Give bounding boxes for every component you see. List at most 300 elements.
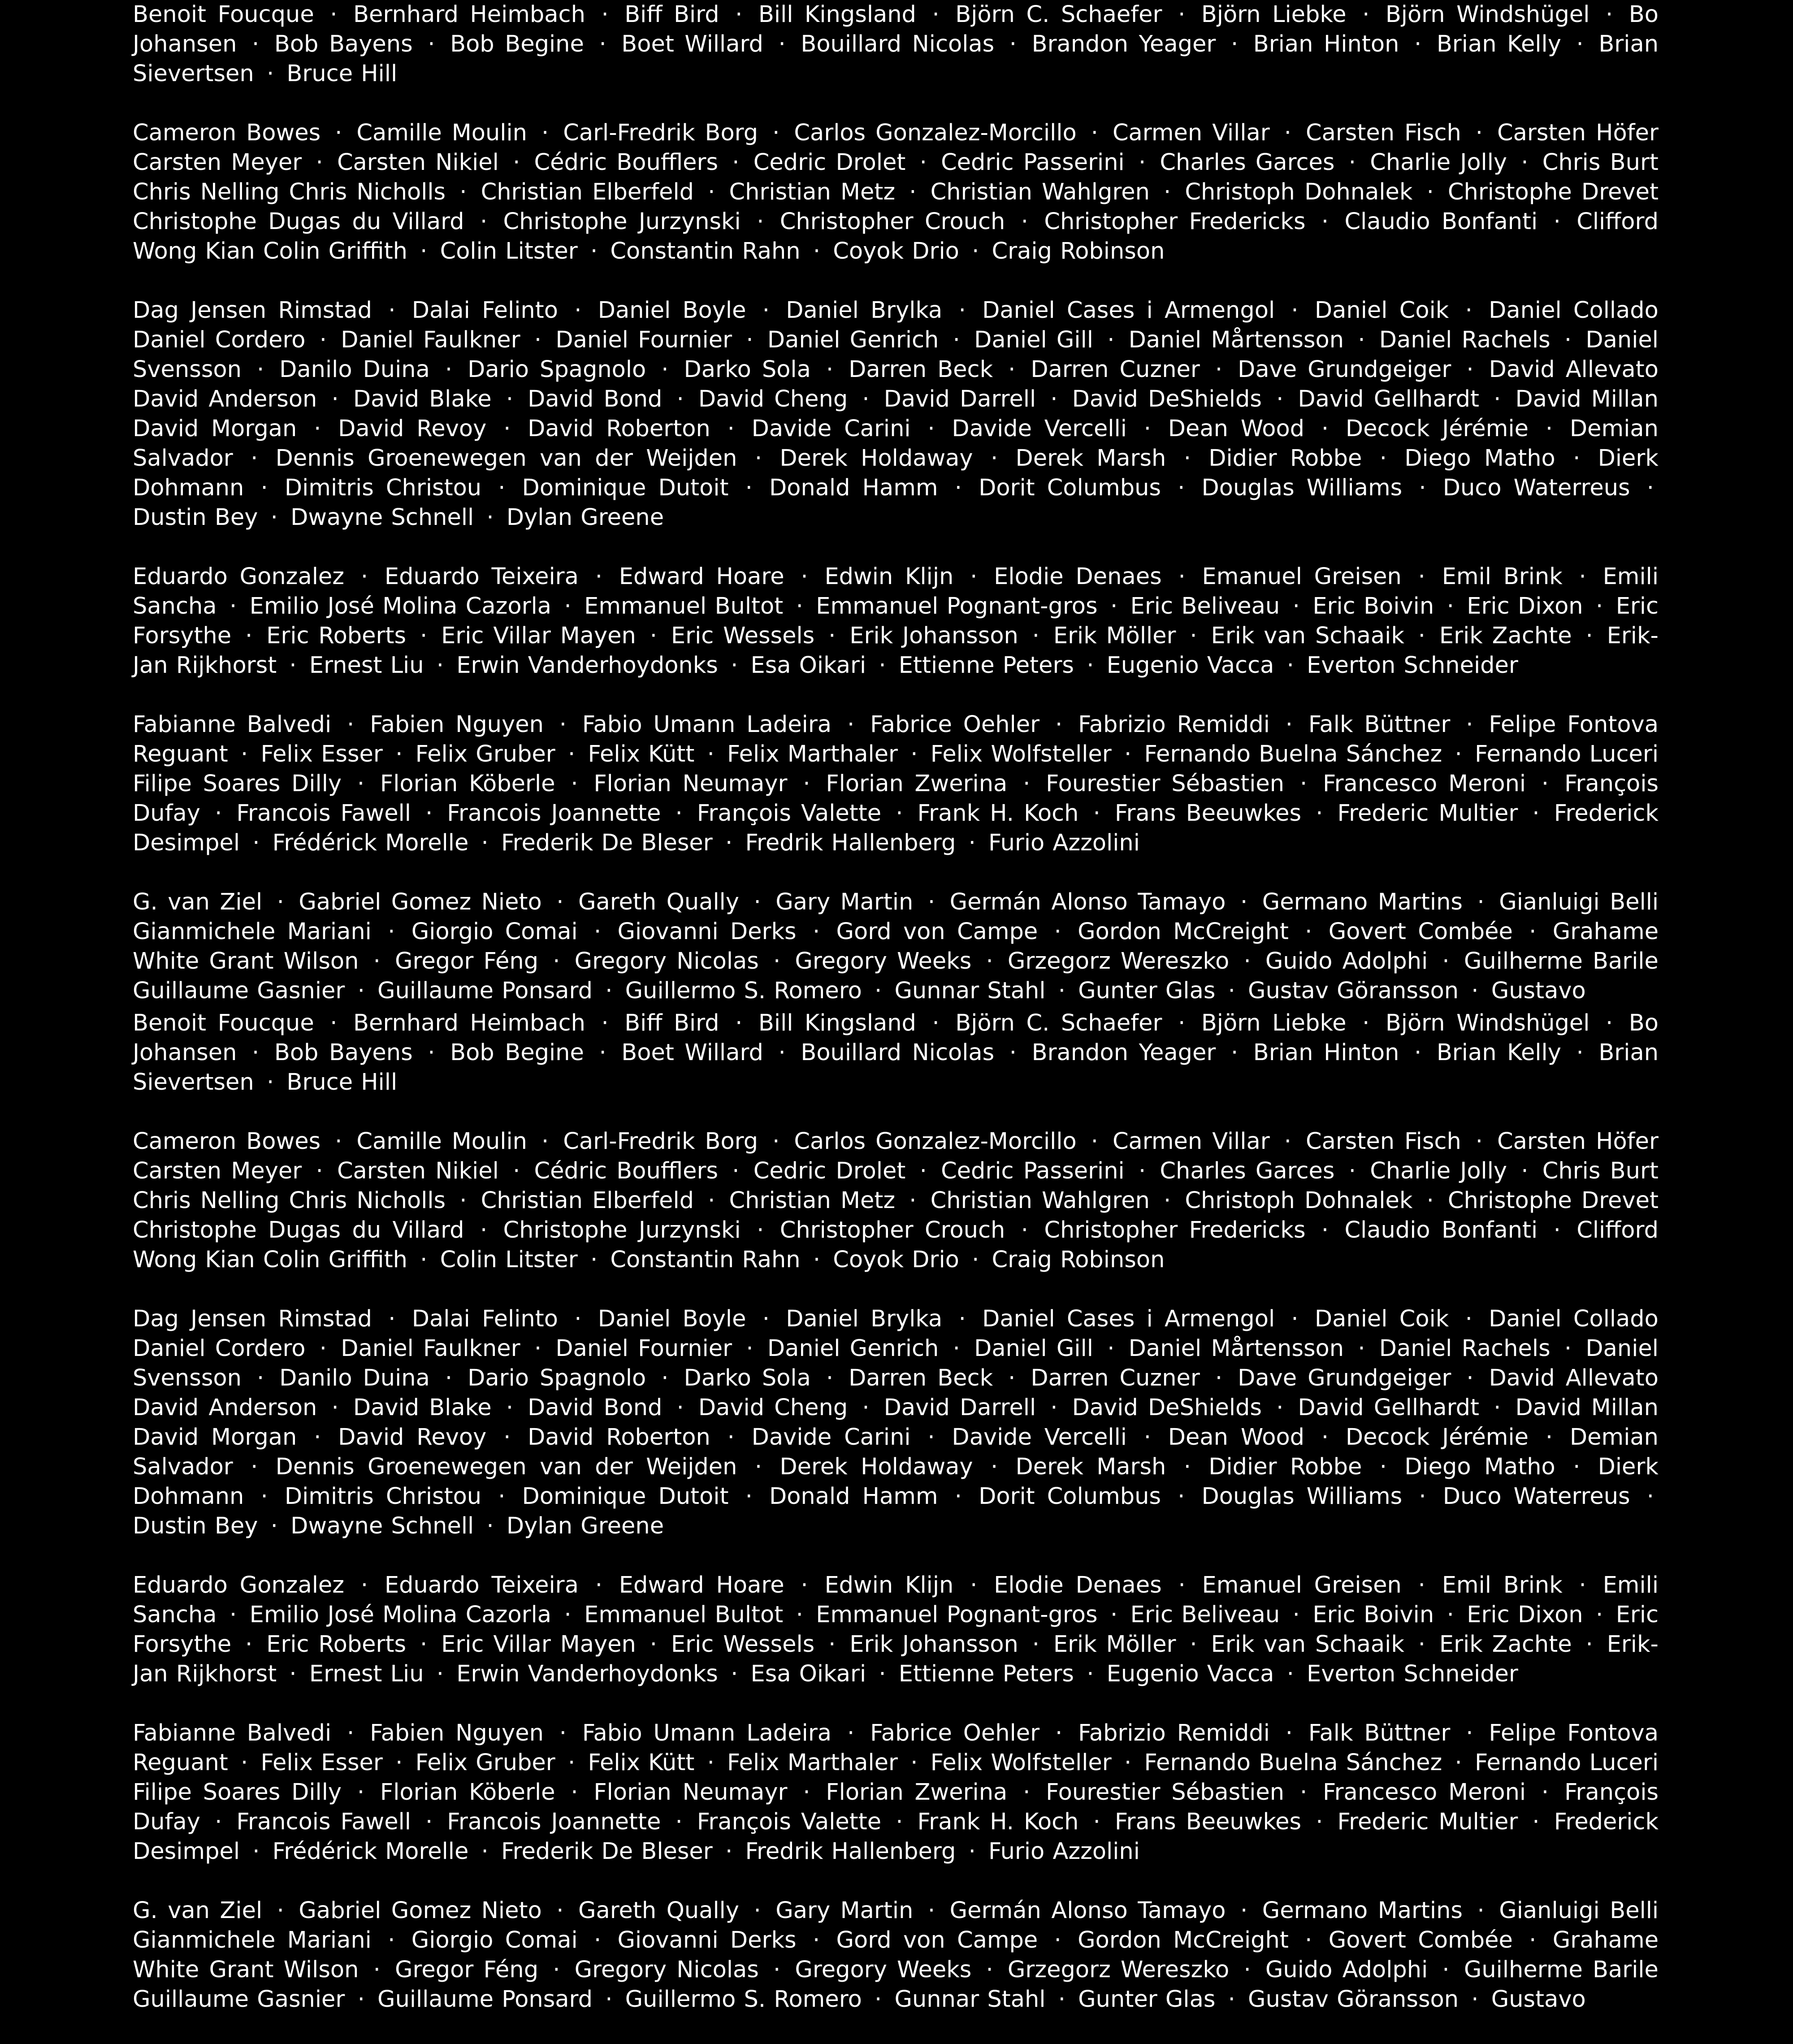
credit-name: Brian Hinton [1253,31,1399,57]
name-separator: · [1579,563,1586,590]
credit-name: Carsten Höfer Carsten Meyer [133,1128,1659,1184]
credit-name: Brian Kelly [1436,31,1561,57]
credit-name: Brian Hinton [1253,1039,1399,1066]
name-separator: · [875,1986,882,2013]
credit-name: Eric Villar Mayen [441,623,636,649]
name-separator: · [1532,800,1540,827]
name-separator: · [1093,800,1100,827]
name-separator: · [553,948,560,974]
credit-name: Douglas Williams [1201,475,1403,501]
credit-name: Florian Neumayr [593,771,788,797]
credit-name: Donald Hamm [769,475,938,501]
credit-name: Fernando Buelna Sánchez [1144,1750,1442,1776]
name-separator: · [1321,416,1329,442]
credit-name: Darren Cuzner [1031,356,1200,383]
credit-name: Darren Cuzner [1031,1365,1200,1391]
name-separator: · [252,1039,260,1066]
credit-name: Daniel Collado Daniel Cordero [133,297,1659,353]
credit-name: Charlie Jolly [1370,149,1507,176]
credit-name: Dylan Greene [506,1513,664,1539]
name-separator: · [420,1247,428,1273]
name-separator: · [1455,1750,1462,1776]
name-separator: · [1475,120,1483,146]
credit-name: Frederic Multier [1337,800,1518,827]
credit-name: Dwayne Schnell [290,1513,474,1539]
name-separator: · [708,1187,715,1214]
credit-name: Fabrice Oehler [870,711,1040,738]
credit-name: Eric Wessels [671,1631,815,1658]
name-separator: · [1292,593,1300,619]
credit-name: Fabianne Balvedi [133,1720,332,1746]
name-separator: · [1576,1039,1584,1066]
credit-name: Frans Beeuwkes [1114,1809,1302,1835]
name-separator: · [595,1572,602,1598]
credit-name: Eric Beliveau [1130,593,1280,619]
credit-name: Germano Martins [1262,889,1463,915]
name-separator: · [1494,1394,1501,1421]
name-separator: · [1054,918,1061,945]
name-separator: · [1215,1365,1223,1391]
credit-name: Germán Alonso Tamayo [949,1897,1226,1924]
credit-name: Didier Robbe [1208,1454,1362,1480]
credit-name: Christian Metz [729,179,896,205]
credit-name: Björn Windshügel [1385,1010,1590,1036]
name-separator: · [778,31,786,57]
credit-name: Demian Salvador [133,1424,1659,1480]
credit-name: Emmanuel Bultot [584,1602,784,1628]
name-separator: · [420,1631,428,1658]
credit-name: Gareth Qually [578,1897,739,1924]
name-separator: · [1521,149,1529,176]
name-separator: · [425,800,433,827]
name-separator: · [1008,356,1016,383]
name-separator: · [1426,179,1434,205]
name-separator: · [1321,1424,1329,1451]
name-separator: · [954,475,962,501]
credits-section-e [133,562,1659,680]
name-separator: · [1190,623,1197,649]
credit-name: Christophe Jurzynski [503,1217,741,1243]
credit-name: Daniel Gill [974,327,1093,353]
name-separator: · [1466,1365,1474,1391]
name-separator: · [812,918,820,945]
credit-name: Gregor Féng [395,948,539,974]
name-separator: · [1564,1335,1572,1362]
credit-name: Daniel Gill [974,1335,1093,1362]
credit-name: Björn Liebke [1201,1,1347,28]
credit-name: Diego Matho [1404,445,1555,472]
name-separator: · [762,297,770,324]
name-separator: · [425,1809,433,1835]
credit-name: Dean Wood [1168,416,1305,442]
name-separator: · [1379,1454,1387,1480]
name-separator: · [1321,1217,1329,1243]
name-separator: · [801,563,808,590]
name-separator: · [1284,120,1291,146]
credit-name: Christopher Crouch [780,208,1005,235]
name-separator: · [1585,1631,1593,1658]
name-separator: · [1646,1483,1654,1510]
name-separator: · [1477,889,1485,915]
credit-name: Daniel Fournier [555,327,732,353]
credit-name: Eduardo Teixeira [384,1572,579,1598]
credit-name: Felix Wolfsteller [930,741,1112,767]
name-separator: · [395,1750,403,1776]
credit-name: Edward Hoare [619,563,784,590]
name-separator: · [260,475,268,501]
credit-name: Didier Robbe [1208,445,1362,472]
credit-name: Giovanni Derks [617,1927,797,1953]
name-separator: · [481,830,489,856]
name-separator: · [335,120,342,146]
credit-name: Bob Begine [450,31,584,57]
credit-name: Carlos Gonzalez-Morcillo [794,1128,1077,1155]
name-separator: · [1455,741,1462,767]
name-separator: · [1541,771,1549,797]
name-separator: · [1573,445,1581,472]
name-separator: · [1021,1217,1028,1243]
credit-name: Christophe Drevet Christophe Dugas du Villard [133,179,1659,235]
credit-name: Cedric Passerini [941,1158,1125,1184]
credit-name: Bruce Hill [286,1069,398,1096]
credit-name: Daniel Coik [1314,1306,1449,1332]
credit-name: Fabien Nguyen [370,1720,544,1746]
name-separator: · [731,1661,738,1687]
credit-name: Gunnar Stahl [894,1986,1046,2013]
credit-name: Gabriel Gomez Nieto [299,1897,542,1924]
credits-section-f [133,1719,1659,1866]
credit-name: Dominique Dutoit [522,475,729,501]
name-separator: · [754,889,761,915]
name-separator: · [445,1365,453,1391]
credit-name: Daniel Rachels [1379,1335,1550,1362]
credit-name: David Gellhardt [1298,386,1480,412]
credit-name: Dario Spagnolo [468,356,646,383]
credit-name: Carsten Höfer Carsten Meyer [133,120,1659,176]
credit-name: Carmen Villar [1112,120,1270,146]
credit-name: Esa Oikari [750,1661,866,1687]
credit-name: Daniel Coik [1314,297,1449,324]
name-separator: · [513,1158,520,1184]
credit-name: Christopher Fredericks [1044,208,1306,235]
name-separator: · [445,356,453,383]
name-separator: · [727,1424,735,1451]
name-separator: · [909,179,917,205]
name-separator: · [1477,1897,1485,1924]
credit-name: Emmanuel Bultot [584,593,784,619]
credit-name: Dennis Groenewegen van der Weijden [275,445,737,472]
name-separator: · [1414,1039,1422,1066]
name-separator: · [1143,416,1151,442]
credit-name: Benoit Foucque [133,1010,314,1036]
credit-name: Guido Adolphi [1265,948,1428,974]
credit-name: Dalai Felinto [411,297,558,324]
credit-name: Bo Johansen [133,1,1659,57]
credit-name: Florian Zwerina [826,1779,1008,1806]
credit-name: Gustavo [1491,1986,1586,2013]
name-separator: · [675,1809,683,1835]
credit-name: Camille Moulin [356,120,527,146]
credits-section-f [133,710,1659,858]
name-separator: · [661,1365,669,1391]
name-separator: · [1471,978,1479,1004]
credit-name: Gary Martin [775,1897,914,1924]
credit-name: Daniel Brylka [786,1306,943,1332]
credit-name: David DeShields [1072,1394,1262,1421]
credit-name: Daniel Fournier [555,1335,732,1362]
name-separator: · [252,1838,260,1865]
name-separator: · [1579,1572,1586,1598]
name-separator: · [270,1513,278,1539]
credit-name: Guillaume Ponsard [377,1986,593,2013]
credit-name: Christophe Drevet Christophe Dugas du Villard [133,1187,1659,1243]
name-separator: · [746,327,754,353]
credit-name: Carl-Fredrik Borg [563,1128,758,1155]
name-separator: · [732,149,740,176]
credit-name: Fabio Umann Ladeira [582,711,832,738]
credit-name: Bruce Hill [286,61,398,87]
credit-name: Guilherme Barile Guillaume Gasnier [133,1957,1659,2013]
name-separator: · [910,741,918,767]
name-separator: · [986,948,993,974]
credit-name: Daniel Collado Daniel Cordero [133,1306,1659,1362]
name-separator: · [927,1897,935,1924]
credit-name: Fabianne Balvedi [133,711,332,738]
credit-name: Brandon Yeager [1031,31,1216,57]
credit-name: Grahame White Grant Wilson [133,918,1659,974]
name-separator: · [506,1394,514,1421]
name-separator: · [1178,1572,1186,1598]
credit-name: Clifford Wong Kian Colin Griffith [133,1217,1659,1273]
name-separator: · [388,1306,396,1332]
credits-section-b [133,1009,1659,1097]
name-separator: · [601,1010,609,1036]
credit-name: Gordon McCreight [1078,918,1289,945]
credit-name: Bob Begine [450,1039,584,1066]
credit-name: Giorgio Comai [411,1927,578,1953]
credit-name: Giovanni Derks [617,918,797,945]
credit-name: Germán Alonso Tamayo [949,889,1226,915]
name-separator: · [773,1957,781,1983]
credit-name: Daniel Svensson [133,327,1659,383]
name-separator: · [1178,1010,1186,1036]
credit-name: Davide Vercelli [952,416,1127,442]
credit-name: Florian Köberle [380,1779,555,1806]
name-separator: · [564,593,572,619]
name-separator: · [245,1631,253,1658]
name-separator: · [1032,623,1039,649]
credit-name: Gord von Campe [836,1927,1038,1953]
credit-name: Brian Sievertsen [133,31,1659,87]
credit-name: Guillaume Ponsard [377,978,593,1004]
credit-name: Eduardo Gonzalez [133,1572,345,1598]
credit-name: Eugenio Vacca [1106,652,1274,679]
name-separator: · [1299,1779,1308,1806]
name-separator: · [534,1335,542,1362]
name-separator: · [828,1631,836,1658]
name-separator: · [746,1335,754,1362]
name-separator: · [745,1483,753,1510]
name-separator: · [1285,711,1293,738]
name-separator: · [1228,978,1235,1004]
credit-name: Carsten Nikiel [337,1158,499,1184]
name-separator: · [266,61,274,87]
name-separator: · [395,741,403,767]
name-separator: · [593,918,602,945]
credit-name: Florian Zwerina [826,771,1008,797]
name-separator: · [1276,386,1284,412]
name-separator: · [803,771,810,797]
name-separator: · [605,1986,613,2013]
credit-name: Bouillard Nicolas [801,1039,995,1066]
credit-name: Dario Spagnolo [468,1365,646,1391]
credit-name: François Valette [697,800,882,827]
name-separator: · [428,31,435,57]
credit-name: Gregory Nicolas [574,1957,759,1983]
credit-name: Coyok Drio [833,1247,959,1273]
credit-name: Fourestier Sébastien [1046,771,1285,797]
credits-section-d [133,1304,1659,1541]
name-separator: · [357,978,365,1004]
name-separator: · [1021,208,1028,235]
credit-name: Diego Matho [1404,1454,1555,1480]
name-separator: · [1596,1602,1603,1628]
credit-name: David Allevato David Anderson [133,1365,1659,1421]
credit-name: Elodie Denaes [994,1572,1162,1598]
name-separator: · [459,1187,467,1214]
credit-name: Chris Burt Chris Nelling Chris Nicholls [133,149,1659,205]
credit-name: Emanuel Greisen [1202,563,1402,590]
credit-name: Dave Grundgeiger [1238,1365,1451,1391]
credit-name: Emil Brink [1442,1572,1563,1598]
credit-name: Felix Gruber [415,1750,555,1776]
credit-name: Frederik De Bleser [501,830,713,856]
name-separator: · [1564,327,1572,353]
name-separator: · [1529,1927,1537,1953]
name-separator: · [277,889,284,915]
credit-name: Dorit Columbus [979,475,1161,501]
name-separator: · [1576,31,1584,57]
credit-name: Bo Johansen [133,1010,1659,1066]
name-separator: · [1414,31,1422,57]
credit-name: Felix Kütt [588,741,695,767]
name-separator: · [1292,1602,1300,1628]
name-separator: · [1138,1158,1146,1184]
credit-name: Gordon McCreight [1078,1927,1289,1953]
credit-name: Björn Windshügel [1385,1,1590,28]
name-separator: · [1605,1,1613,28]
credit-name: Eduardo Teixeira [384,563,579,590]
credit-name: Felix Esser [260,741,383,767]
credit-name: Eric Roberts [266,623,407,649]
credit-name: Douglas Williams [1201,1483,1403,1510]
credit-name: Davide Carini [751,1424,911,1451]
credit-name: Govert Combée [1328,1927,1513,1953]
credit-name: François Valette [697,1809,882,1835]
credit-name: G. van Ziel [133,889,263,915]
name-separator: · [875,978,882,1004]
credit-name: Erik Zachte [1439,1631,1572,1658]
credit-name: Daniel Rachels [1379,327,1550,353]
name-separator: · [754,1454,762,1480]
clipped-previous-line [133,989,1659,1009]
credit-name: Grzegorz Wereszko [1007,1957,1230,1983]
credit-name: Christoph Dohnalek [1185,179,1413,205]
name-separator: · [801,1572,808,1598]
name-separator: · [953,327,960,353]
name-separator: · [1545,1424,1553,1451]
name-separator: · [1276,1394,1284,1421]
credit-name: Christian Elberfeld [481,179,694,205]
name-separator: · [1305,1927,1312,1953]
name-separator: · [796,1602,803,1628]
name-separator: · [481,1838,489,1865]
credit-name: Fredrik Hallenberg [745,1838,956,1865]
name-separator: · [1091,1128,1098,1155]
name-separator: · [1055,1720,1063,1746]
credit-name: Bill Kingsland [758,1,916,28]
name-separator: · [1215,356,1223,383]
credit-name: Darko Sola [684,1365,811,1391]
name-separator: · [1305,918,1312,945]
credit-name: Daniel Mårtensson [1128,327,1344,353]
name-separator: · [357,771,365,797]
name-separator: · [319,1335,327,1362]
name-separator: · [1465,1306,1473,1332]
credit-name: François Dufay [133,1779,1659,1835]
credit-name: Francesco Meroni [1322,1779,1526,1806]
credit-name: Ettienne Peters [898,652,1074,679]
name-separator: · [601,1,609,28]
credit-name: Duco Waterreus [1442,475,1630,501]
credit-name: Frederik De Bleser [501,1838,713,1865]
name-separator: · [970,1572,978,1598]
name-separator: · [245,623,253,649]
name-separator: · [1348,149,1356,176]
name-separator: · [1285,1720,1293,1746]
credit-name: Eric Roberts [266,1631,407,1658]
name-separator: · [896,800,903,827]
name-separator: · [778,1039,786,1066]
name-separator: · [498,1483,506,1510]
credit-name: Gregory Weeks [795,1957,972,1983]
name-separator: · [1183,445,1191,472]
credit-name: Claudio Bonfanti [1344,1217,1538,1243]
credit-name: Danilo Duina [279,356,430,383]
credit-name: Felix Gruber [415,741,555,767]
credit-name: Erik Johansson [849,623,1018,649]
credit-name: Fernando Buelna Sánchez [1144,741,1442,767]
credit-name: Dwayne Schnell [290,504,474,531]
name-separator: · [968,1838,976,1865]
name-separator: · [1008,1365,1016,1391]
name-separator: · [252,31,260,57]
credit-name: Darren Beck [849,356,993,383]
credit-name: Derek Holdaway [780,1454,973,1480]
credit-name: Gustavo [1491,978,1586,1004]
credit-name: Florian Neumayr [593,1779,788,1806]
credit-name: Decock Jérémie [1345,416,1529,442]
credit-name: Erwin Vanderhoydonks [456,1661,718,1687]
name-separator: · [1418,623,1425,649]
name-separator: · [1058,1986,1065,2013]
credit-name: Dorit Columbus [979,1483,1161,1510]
name-separator: · [559,1720,567,1746]
credit-name: Cédric Boufflers [534,1158,719,1184]
credit-name: Francois Fawell [236,800,411,827]
name-separator: · [953,1335,960,1362]
name-separator: · [990,1454,998,1480]
